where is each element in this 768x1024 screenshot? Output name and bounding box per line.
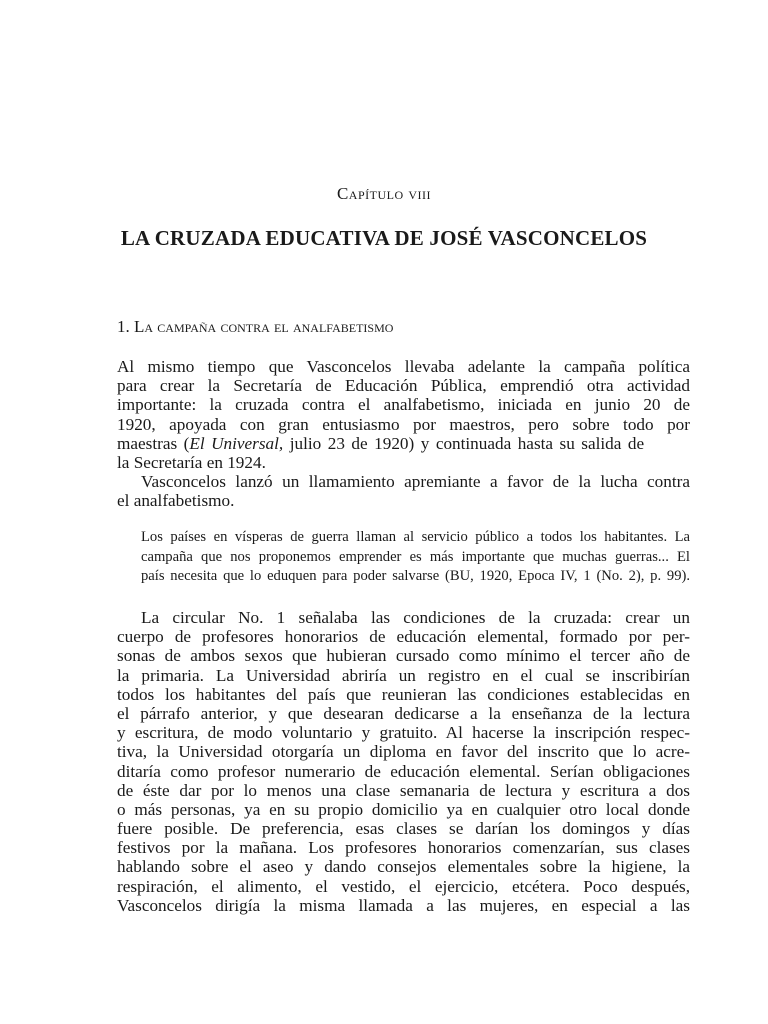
section-heading: 1. La campaña contra el analfabetismo [117,317,394,336]
block-quote [141,528,690,587]
paragraph-line [117,434,690,453]
paragraph-line: tiva, la Universidad otorgaría un diploma en favor del inscrito que lo acre- [117,742,690,762]
paragraph-line: sonas de ambos sexos que hubieran cursado como mínimo el tercer año de [117,646,690,666]
newspaper-title: El Universal, [189,433,284,453]
quote-line: país necesita que lo eduquen para poder salvarse (BU, 1920, Epoca IV, 1 (No. 2), p. 99). [141,568,690,585]
paragraph-line: hablando sobre el aseo y dando consejos elementales sobre la higiene, la [117,857,690,877]
paragraph-line: ditaría como profesor numerario de educación elemental. Serían obligaciones [117,761,690,781]
paragraph-text: julio 23 de 1920) y continuada hasta su salida de [283,433,645,453]
paragraph-line: de éste dar por lo menos una clase semanaria de lectura y escritura a dos [117,780,690,800]
paragraph-line: el analfabetismo. [117,491,235,511]
paragraph-line: importante: la cruzada contra el analfabetismo, iniciada en junio 20 de [117,395,690,415]
paragraph-1 [117,357,690,511]
paragraph-line: La circular No. 1 señalaba las condiciones de la cruzada: crear un [141,608,690,627]
paragraph-3 [117,608,690,915]
paragraph-line: festivos por la mañana. Los profesores honorarios comenzarían, sus clases [117,838,690,858]
chapter-title: LA CRUZADA EDUCATIVA DE JOSÉ VASCONCELOS [120,226,648,250]
paragraph-line: para crear la Secretaría de Educación Pública, emprendió otra actividad [117,376,690,396]
paragraph-line: Al mismo tiempo que Vasconcelos llevaba adelante la campaña política [117,357,690,376]
paragraph-line: la primaria. La Universidad abriría un registro en el cual se inscribirían [117,665,690,685]
quote-line: Los países en vísperas de guerra llaman al servicio público a todos los habitantes. La [141,529,690,545]
paragraph-line: el párrafo anterior, y que desearan dedicarse a la enseñanza de la lectura [117,703,690,723]
paragraph-line: o más personas, ya en su propio domicilio ya en cualquier otro local donde [117,799,690,819]
chapter-label: Capítulo viii [336,184,432,203]
paragraph-line: fuere posible. De preferencia, esas clases se darían los domingos y días [117,819,690,839]
paragraph-line: cuerpo de profesores honorarios de educación elemental, formado por per- [117,627,690,647]
paragraph-text: maestras ( [117,433,190,453]
paragraph-line: respiración, el alimento, el vestido, el ejercicio, etcétera. Poco después, [117,876,690,896]
paragraph-line: todos los habitantes del país que reunieran las condiciones establecidas en [117,684,690,704]
paragraph-line: la Secretaría en 1924. [117,452,266,472]
paragraph-line: Vasconcelos lanzó un llamamiento apremiante a favor de la lucha contra [141,472,690,492]
paragraph-line: y escritura, de modo voluntario y gratuito. Al hacerse la inscripción respec- [117,723,690,743]
paragraph-line: 1920, apoyada con gran entusiasmo por maestros, pero sobre todo por [117,414,690,434]
paragraph-line: Vasconcelos dirigía la misma llamada a las mujeres, en especial a las [117,895,690,915]
quote-line: campaña que nos proponemos emprender es más importante que muchas guerras... El [141,548,690,565]
